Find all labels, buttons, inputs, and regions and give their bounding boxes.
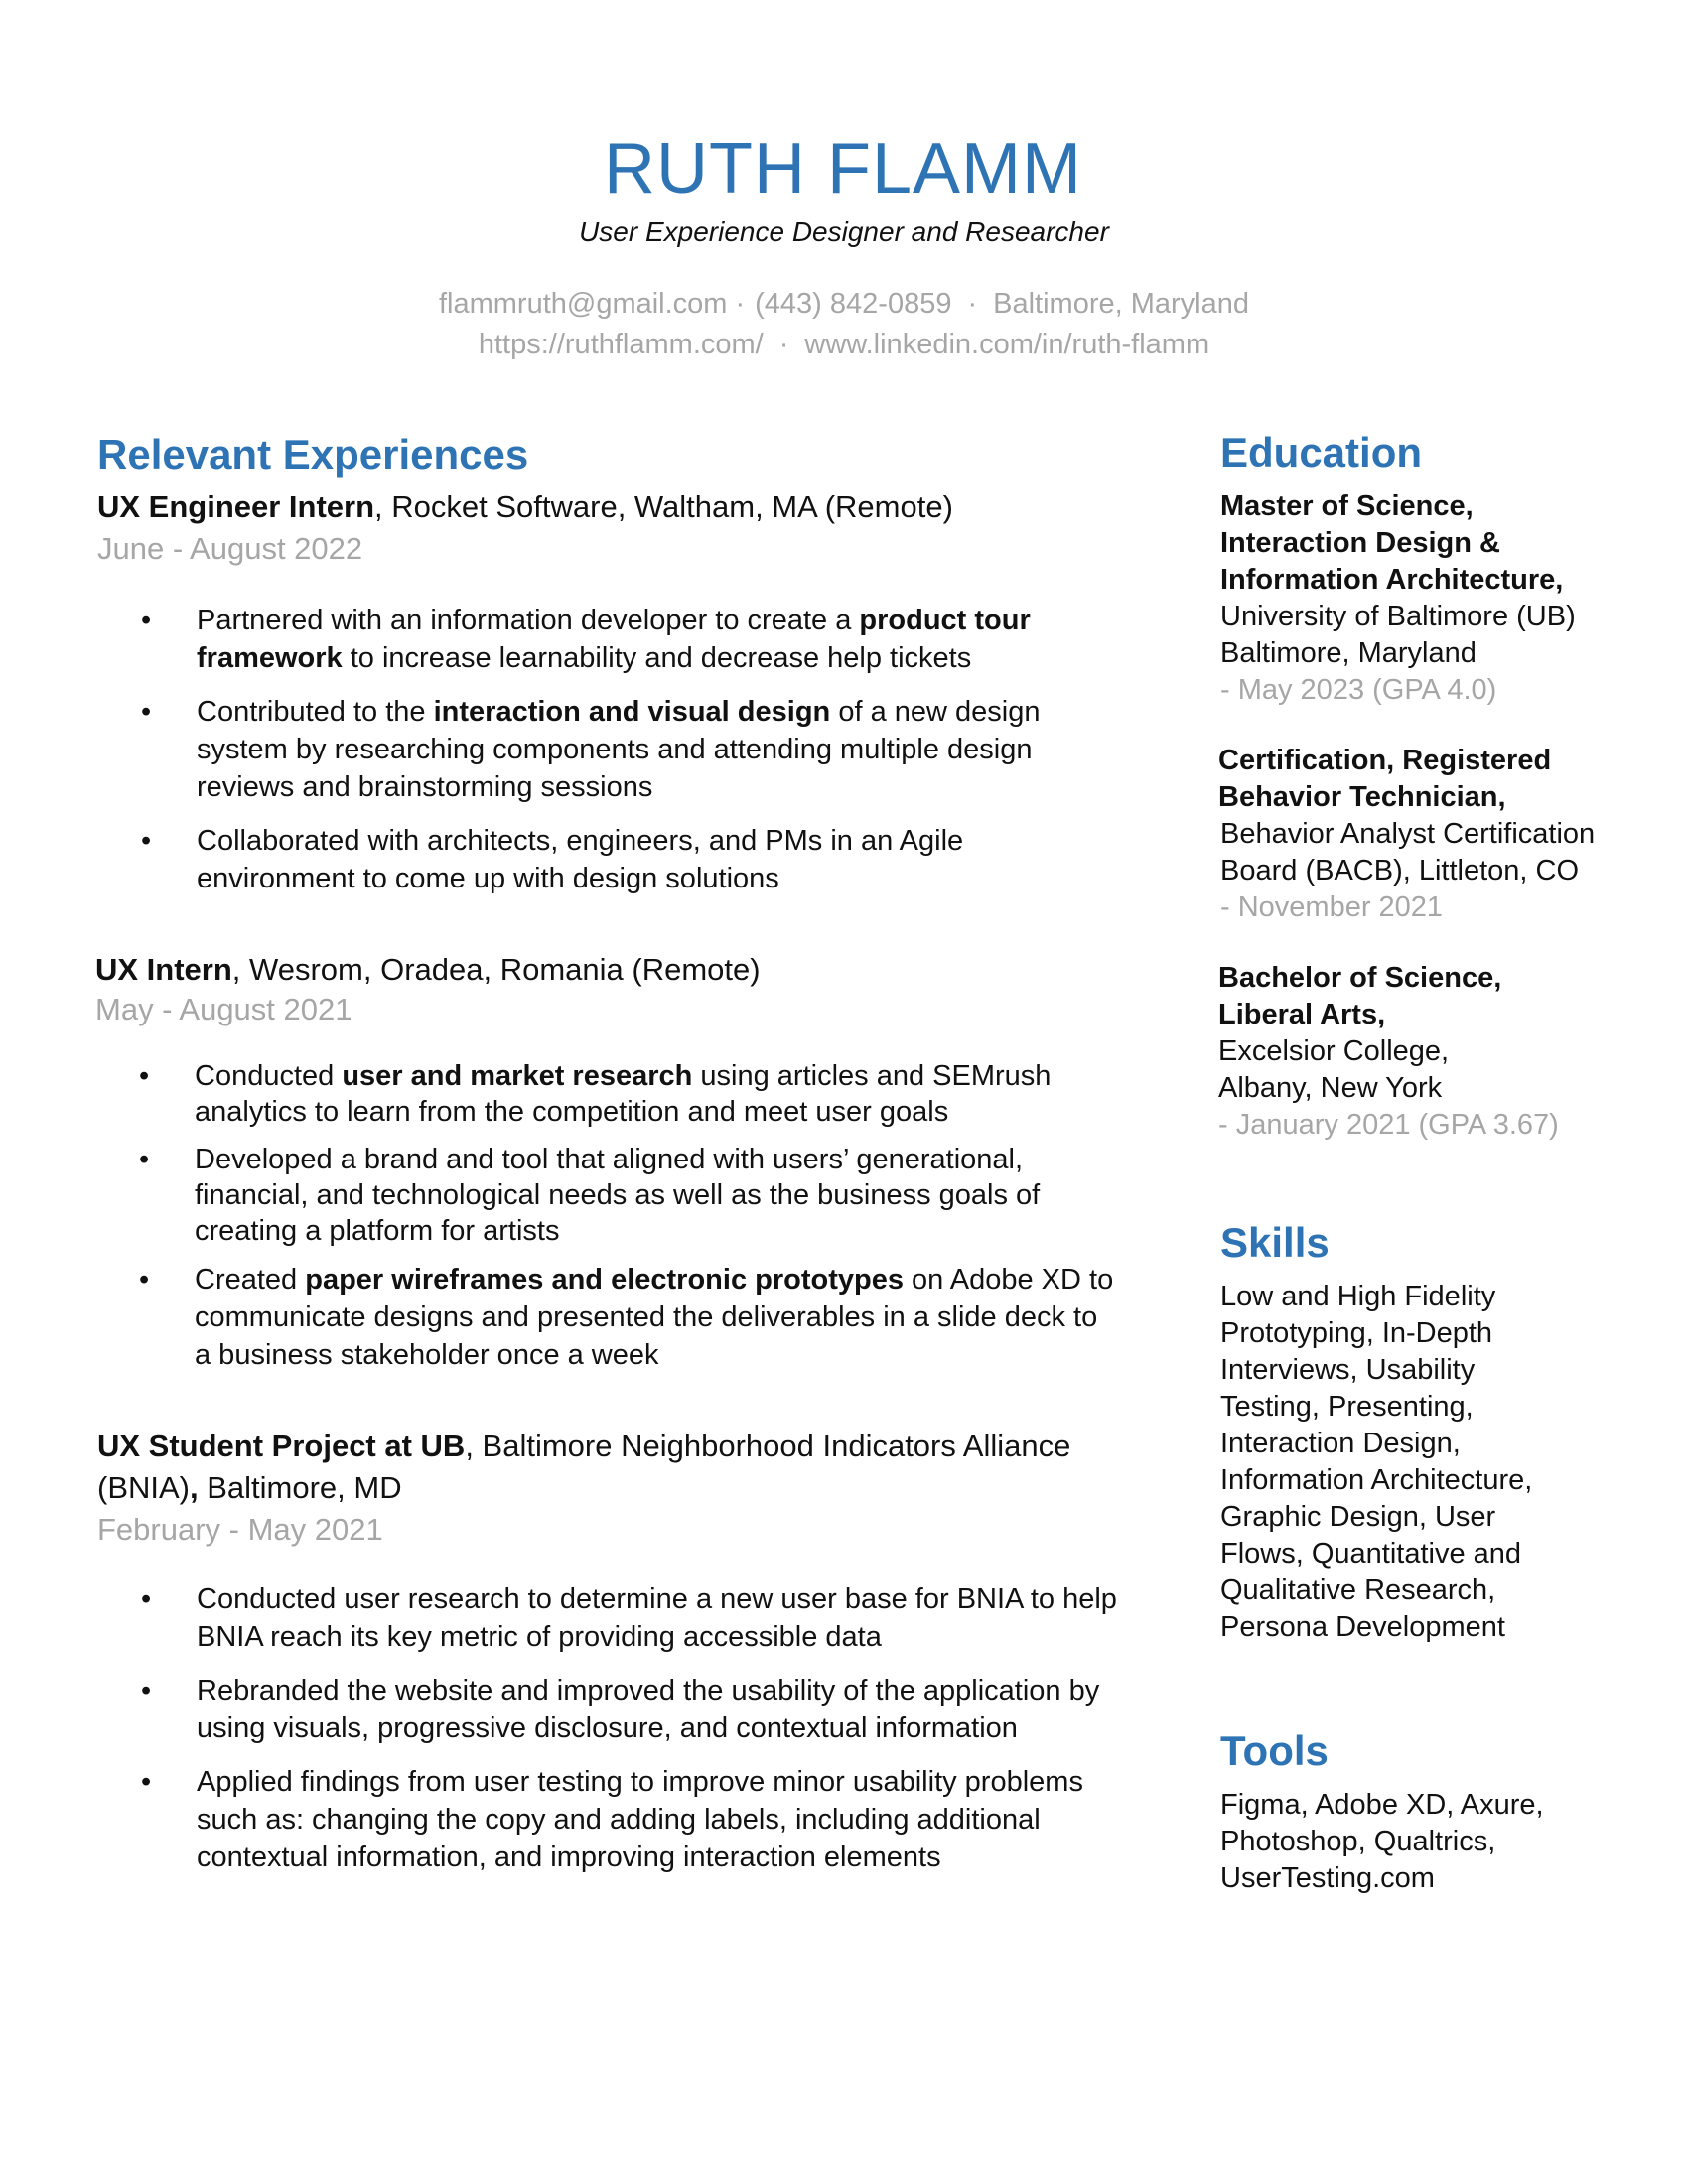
- education-entry: [1220, 488, 1618, 709]
- phone-number: (443) 842-0859: [755, 288, 952, 320]
- job-dates: May - August 2021: [95, 992, 352, 1026]
- list-item: • Rebranded the website and improved the usability of the application by using visuals, progressive disclosure, and contextual information: [141, 1675, 1100, 1744]
- job-org: , Baltimore Neighborhood Indicators Alliance (BNIA): [97, 1429, 1071, 1505]
- education-entry: [1218, 743, 1637, 926]
- job-bullets: [97, 1580, 1130, 1876]
- website-link[interactable]: https://ruthflamm.com/: [478, 329, 764, 360]
- education-date: - November 2021: [1220, 891, 1444, 923]
- contact-line-1: [0, 284, 1688, 325]
- job-bullets: [97, 602, 1130, 897]
- job-dates: February - May 2021: [97, 1512, 383, 1547]
- job-entry: [95, 949, 1130, 1374]
- contact-separator: ·: [735, 288, 746, 320]
- job-role: UX Engineer Intern: [97, 489, 375, 524]
- list-item: • Collaborated with architects, engineers, and PMs in an Agile environment to come up with design solutions: [141, 825, 964, 894]
- education-school: Excelsior College, Albany, New York: [1218, 1035, 1450, 1104]
- job-org: , Rocket Software, Waltham, MA (Remote): [374, 489, 953, 524]
- resume-header: [0, 129, 1688, 365]
- education-school: Behavior Analyst Certification Board (BACB), Littleton, CO: [1220, 818, 1596, 887]
- list-item: • Contributed to the interaction and visual design of a new design system by researching components and attending multiple design reviews and brainstorming sessions: [141, 696, 1041, 803]
- education-heading: Education: [1220, 429, 1423, 476]
- skills-heading: Skills: [1220, 1219, 1330, 1266]
- job-title-line: [97, 486, 1130, 528]
- email-link[interactable]: flammruth@gmail.com: [438, 288, 728, 320]
- education-degree: Master of Science, Interaction Design & Information Architecture,: [1220, 490, 1564, 596]
- candidate-tagline: User Experience Designer and Researcher: [579, 216, 1109, 247]
- education-degree: Certification, Registered Behavior Technician,: [1218, 745, 1552, 813]
- skills-list: Low and High Fidelity Prototyping, In-Depth Interviews, Usability Testing, Presenting, Interaction Design, Information Architecture, Graphic Design, User Flows, Quantitative and Qualitative Research, Persona Development: [1220, 1281, 1533, 1643]
- job-bullets: [95, 1058, 1130, 1374]
- contact-separator: ·: [778, 329, 789, 360]
- job-entry: [97, 486, 1130, 897]
- list-item: • Created paper wireframes and electronic prototypes on Adobe XD to communicate designs and presented the deliverables in a slide deck to a business stakeholder once a week: [139, 1264, 1114, 1371]
- list-item: • Applied findings from user testing to improve minor usability problems such as: changing the copy and adding labels, including additional contextual information, and improving interaction elements: [141, 1766, 1083, 1873]
- education-date: - May 2023 (GPA 4.0): [1220, 674, 1497, 706]
- education-entry: [1218, 960, 1637, 1144]
- contact-line-2: [0, 325, 1688, 365]
- education-date: - January 2021 (GPA 3.67): [1218, 1109, 1559, 1141]
- list-item: • Partnered with an information developer to create a product tour framework to increase learnability and decrease help tickets: [141, 605, 1031, 674]
- job-org: , Wesrom, Oradea, Romania (Remote): [231, 952, 761, 987]
- contact-separator: ·: [967, 288, 978, 320]
- experience-heading: Relevant Experiences: [97, 431, 529, 478]
- tools-list: Figma, Adobe XD, Axure, Photoshop, Qualtrics, UserTesting.com: [1220, 1789, 1544, 1894]
- sidebar-column: [1220, 427, 1637, 1897]
- education-degree: Bachelor of Science, Liberal Arts,: [1218, 962, 1502, 1030]
- job-role: UX Intern: [95, 952, 232, 987]
- job-title-line: [95, 949, 1130, 991]
- job-dates: June - August 2022: [97, 531, 363, 566]
- job-title-line: UX Student Project at UB, Baltimore Neighborhood Indicators Alliance (BNIA), Baltimore, MD: [97, 1429, 1071, 1505]
- job-entry: [97, 1426, 1130, 1876]
- location: Baltimore, Maryland: [993, 288, 1250, 320]
- experience-column: [97, 429, 1130, 1892]
- list-item: • Developed a brand and tool that aligned with users’ generational, financial, and technological needs as well as the business goals of creating a platform for artists: [139, 1144, 1041, 1247]
- list-item: • Conducted user research to determine a new user base for BNIA to help BNIA reach its key metric of providing accessible data: [141, 1583, 1117, 1653]
- linkedin-link[interactable]: www.linkedin.com/in/ruth-flamm: [804, 329, 1210, 360]
- contact-info: [0, 284, 1688, 365]
- tools-heading: Tools: [1220, 1727, 1329, 1774]
- candidate-name: RUTH FLAMM: [604, 129, 1082, 208]
- education-school: University of Baltimore (UB) Baltimore, Maryland: [1220, 601, 1576, 669]
- list-item: • Conducted user and market research using articles and SEMrush analytics to learn from the competition and meet user goals: [139, 1060, 1052, 1128]
- job-role: UX Student Project at UB: [97, 1429, 466, 1463]
